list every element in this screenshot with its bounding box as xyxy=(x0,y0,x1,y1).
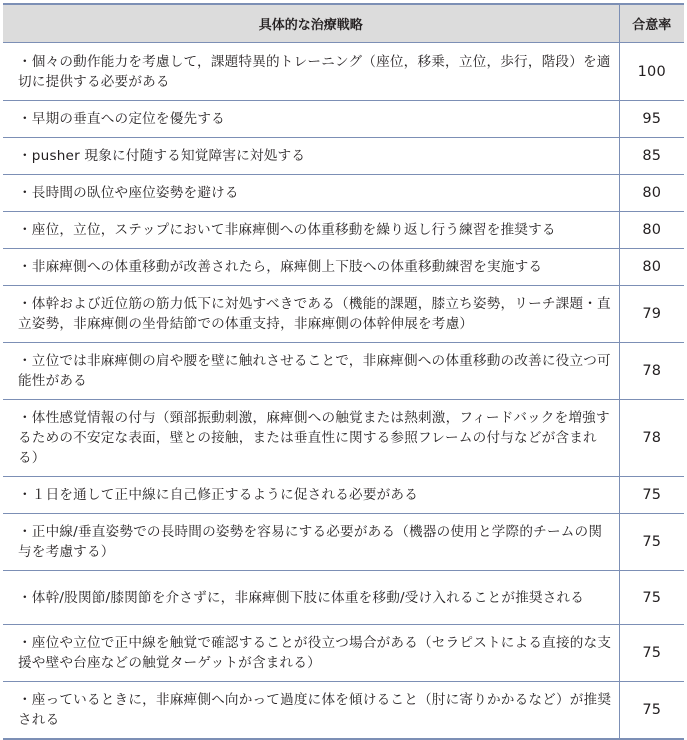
agreement-cell: 85 xyxy=(619,138,684,175)
agreement-cell: 78 xyxy=(619,343,684,400)
table-row xyxy=(3,43,684,101)
agreement-cell: 100 xyxy=(619,43,684,101)
agreement-cell: 75 xyxy=(619,682,684,740)
table-row xyxy=(3,682,684,740)
strategy-cell: ・早期の垂直への定位を優先する xyxy=(3,101,619,138)
agreement-cell: 95 xyxy=(619,101,684,138)
strategy-cell: ・立位では非麻痺側の肩や腰を壁に触れさせることで，非麻痺側への体重移動の改善に役立つ可能性がある xyxy=(3,343,619,400)
table-row xyxy=(3,212,684,249)
strategy-cell: ・座位，立位，ステップにおいて非麻痺側への体重移動を繰り返し行う練習を推奨する xyxy=(3,212,619,249)
strategy-cell: ・正中線/垂直姿勢での長時間の姿勢を容易にする必要がある（機器の使用と学際的チームの関与を考慮する） xyxy=(3,514,619,571)
agreement-cell: 75 xyxy=(619,514,684,571)
table-row xyxy=(3,400,684,477)
header-agreement: 合意率 xyxy=(619,4,684,43)
agreement-cell: 79 xyxy=(619,286,684,343)
strategy-cell: ・１日を通して正中線に自己修正するように促される必要がある xyxy=(3,477,619,514)
strategy-cell: ・座位や立位で正中線を触覚で確認することが役立つ場合がある（セラピストによる直接的な支援や壁や台座などの触覚ターゲットが含まれる） xyxy=(3,625,619,682)
table-row xyxy=(3,249,684,286)
table-row xyxy=(3,343,684,400)
table-row xyxy=(3,286,684,343)
strategy-cell: ・座っているときに，非麻痺側へ向かって過度に体を傾けること（肘に寄りかかるなど）が推奨される xyxy=(3,682,619,740)
strategy-cell: ・体幹/股関節/膝関節を介さずに，非麻痺側下肢に体重を移動/受け入れることが推奨される xyxy=(3,571,619,625)
table-row xyxy=(3,571,684,625)
strategy-cell: ・個々の動作能力を考慮して，課題特異的トレーニング（座位，移乗，立位，歩行，階段）を適切に提供する必要がある xyxy=(3,43,619,101)
table-row xyxy=(3,138,684,175)
strategy-table xyxy=(3,3,684,740)
strategy-cell: ・非麻痺側への体重移動が改善されたら，麻痺側上下肢への体重移動練習を実施する xyxy=(3,249,619,286)
agreement-cell: 75 xyxy=(619,477,684,514)
agreement-cell: 80 xyxy=(619,212,684,249)
table-header-row xyxy=(3,4,684,43)
header-strategy: 具体的な治療戦略 xyxy=(3,4,619,43)
strategy-cell: ・体性感覚情報の付与（頸部振動刺激，麻痺側への触覚または熱刺激，フィードバックを増強するための不安定な表面，壁との接触，または垂直性に関する参照フレームの付与などが含まれる） xyxy=(3,400,619,477)
agreement-cell: 75 xyxy=(619,571,684,625)
agreement-cell: 78 xyxy=(619,400,684,477)
table-row xyxy=(3,625,684,682)
agreement-cell: 80 xyxy=(619,175,684,212)
strategy-cell: ・体幹および近位筋の筋力低下に対処すべきである（機能的課題，膝立ち姿勢，リーチ課題・直立姿勢，非麻痺側の坐骨結節での体重支持，非麻痺側の体幹伸展を考慮） xyxy=(3,286,619,343)
table-row xyxy=(3,514,684,571)
agreement-cell: 80 xyxy=(619,249,684,286)
strategy-cell: ・長時間の臥位や座位姿勢を避ける xyxy=(3,175,619,212)
strategy-cell: ・pusher 現象に付随する知覚障害に対処する xyxy=(3,138,619,175)
table-row xyxy=(3,101,684,138)
table-row xyxy=(3,477,684,514)
agreement-cell: 75 xyxy=(619,625,684,682)
table-row xyxy=(3,175,684,212)
